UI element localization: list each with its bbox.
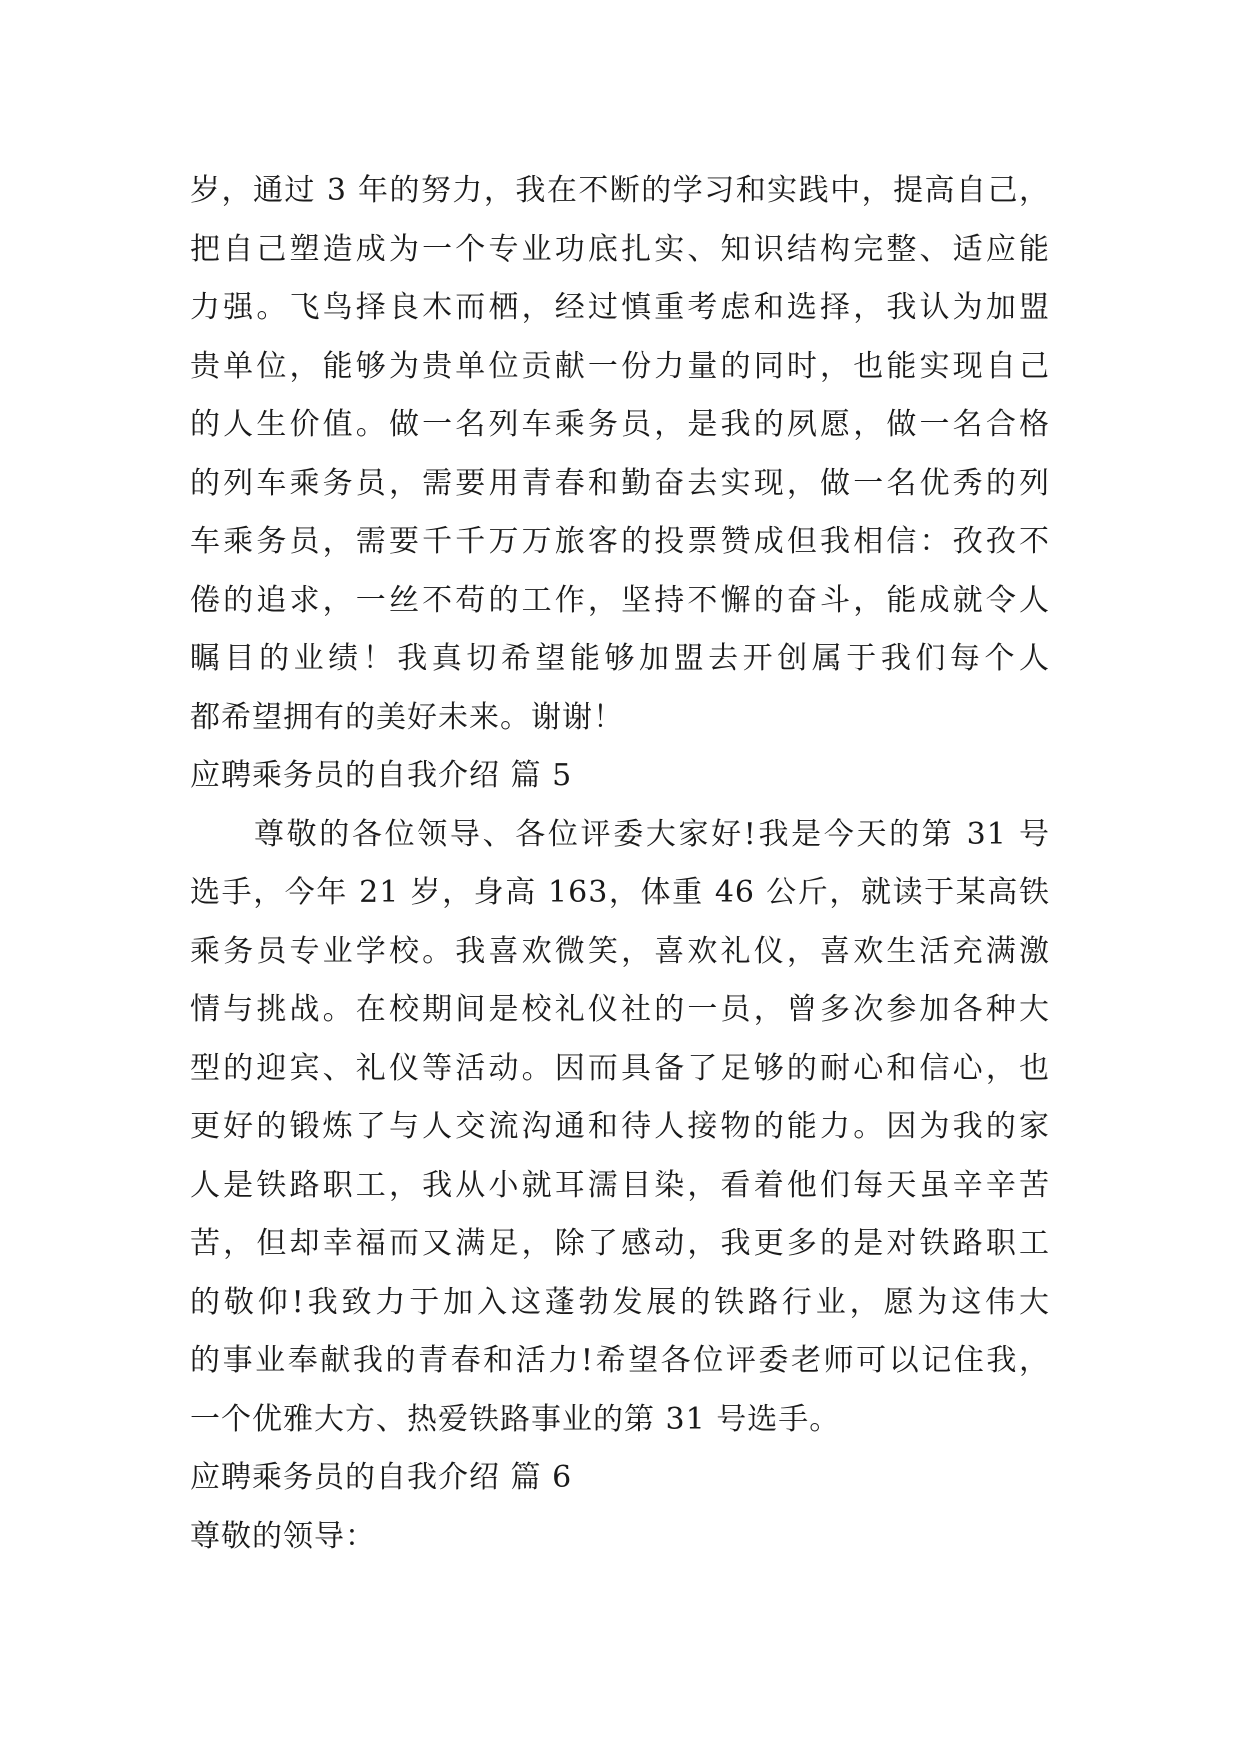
paragraph-line: 贵单位，能够为贵单位贡献一份力量的同时，也能实现自己 <box>190 348 1050 384</box>
paragraph-line: 把自己塑造成为一个专业功底扎实、知识结构完整、适应能 <box>190 231 1050 267</box>
paragraph-continued <box>190 162 1050 747</box>
paragraph-line: 岁，通过 3 年的努力，我在不断的学习和实践中，提高自己， <box>190 173 1050 208</box>
paragraph-line: 乘务员专业学校。我喜欢微笑，喜欢礼仪，喜欢生活充满激 <box>190 933 1050 969</box>
paragraph-line: 都希望拥有的美好未来。谢谢！ <box>190 699 624 735</box>
paragraph-line: 车乘务员，需要千千万万旅客的投票赞成但我相信：孜孜不 <box>190 524 1050 559</box>
paragraph-line: 情与挑战。在校期间是校礼仪社的一员，曾多次参加各种大 <box>190 992 1050 1027</box>
paragraph-line: 瞩目的业绩！我真切希望能够加盟去开创属于我们每个人 <box>190 641 1050 676</box>
paragraph-line: 的列车乘务员，需要用青春和勤奋去实现，做一名优秀的列 <box>190 465 1050 501</box>
paragraph-line: 的人生价值。做一名列车乘务员，是我的夙愿，做一名合格 <box>190 407 1050 442</box>
paragraph-line: 的事业奉献我的青春和活力!希望各位评委老师可以记住我， <box>190 1343 1050 1378</box>
document-body <box>190 162 1050 1566</box>
paragraph-line: 选手，今年 21 岁，身高 163，体重 46 公斤，就读于某高铁 <box>190 875 1050 910</box>
paragraph-line: 的敬仰!我致力于加入这蓬勃发展的铁路行业，愿为这伟大 <box>190 1284 1050 1320</box>
salutation: 尊敬的领导： <box>190 1518 376 1554</box>
section-heading-6: 应聘乘务员的自我介绍 篇 6 <box>190 1460 573 1495</box>
paragraph-line: 人是铁路职工，我从小就耳濡目染，看着他们每天虽辛辛苦 <box>190 1167 1050 1203</box>
paragraph-line: 型的迎宾、礼仪等活动。因而具备了足够的耐心和信心，也 <box>190 1050 1050 1086</box>
paragraph-line: 苦，但却幸福而又满足，除了感动，我更多的是对铁路职工 <box>190 1226 1050 1261</box>
paragraph-line: 倦的追求，一丝不苟的工作，坚持不懈的奋斗，能成就令人 <box>190 582 1050 618</box>
section-heading-5: 应聘乘务员的自我介绍 篇 5 <box>190 758 573 793</box>
paragraph-section-5 <box>190 806 1050 1450</box>
paragraph-line: 尊敬的各位领导、各位评委大家好!我是今天的第 31 号 <box>254 816 1050 852</box>
paragraph-line: 一个优雅大方、热爱铁路事业的第 31 号选手。 <box>190 1401 841 1437</box>
paragraph-line: 更好的锻炼了与人交流沟通和待人接物的能力。因为我的家 <box>190 1109 1050 1144</box>
paragraph-line: 力强。飞鸟择良木而栖，经过慎重考虑和选择，我认为加盟 <box>190 290 1050 325</box>
